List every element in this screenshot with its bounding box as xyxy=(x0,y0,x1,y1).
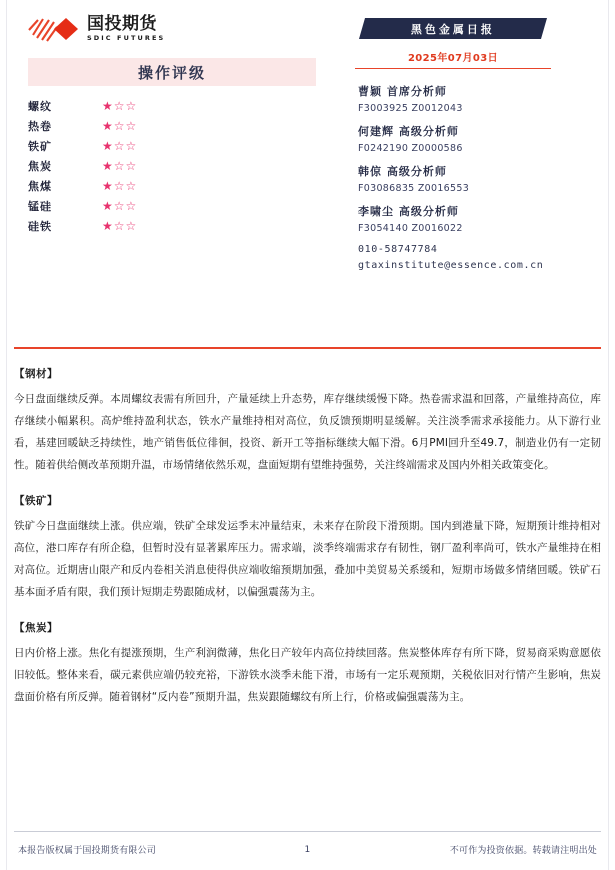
rating-row xyxy=(28,196,340,215)
section-body-text: 今日盘面继续反弹。本周螺纹表需有所回升，产量延续上升态势，库存继续缓慢下降。热卷需求温和回落，产量维持高位，库存继续小幅累积。高炉维持盈利状态，铁水产量维持相对高位，负反馈预期明显缓解。关注淡季需求承接能力。从下游行业看，基建回暖缺乏持续性，地产销售低位徘徊，投资、新开工等指标继续大幅下滑。6月PMI回升至49.7，制造业仍有一定韧性。随着供给侧改革预期升温，市场情绪依然乐观，盘面短期有望维持强势，关注终端需求及国内外相关政策变化。 xyxy=(14,393,601,471)
rating-row xyxy=(28,136,340,155)
report-header xyxy=(0,0,615,330)
footer-disclaimer: 不可作为投资依据。转载请注明出处 xyxy=(449,846,597,856)
rating-stars: ★☆☆ xyxy=(102,218,138,233)
rating-stars: ★☆☆ xyxy=(102,138,138,153)
analyst-entry xyxy=(358,163,615,194)
rating-row xyxy=(28,116,340,135)
analyst-license-codes: F0242190 Z0000586 xyxy=(358,143,463,154)
analyst-name-title: 曹颖 首席分析师 xyxy=(358,85,447,98)
brand-logo xyxy=(0,0,340,42)
rating-list xyxy=(0,96,340,235)
sdic-logo-icon xyxy=(28,16,80,42)
header-divider xyxy=(14,347,601,349)
brand-name-en: SDIC FUTURES xyxy=(87,34,166,43)
rating-commodity-name: 螺纹 xyxy=(28,99,52,113)
rating-commodity-name: 硅铁 xyxy=(28,219,52,233)
rating-row xyxy=(28,216,340,235)
section-title: 【焦炭】 xyxy=(14,622,58,634)
analyst-license-codes: F03086835 Z0016553 xyxy=(358,183,470,194)
section-body-text: 日内价格上涨。焦化有提涨预期，生产利润微薄，焦化日产较年内高位持续回落。焦炭整体库存有所下降，贸易商采购意愿依旧较低。整体来看，碳元素供应端仍较充裕，下游铁水淡季未能下滑，市场有一定乐观预期，关税依旧对行情产生影响，焦炭盘面价格有所反弹。随着钢材“反内卷”预期升温，焦炭跟随螺纹有所上行，价格或偏强震荡为主。 xyxy=(14,647,601,703)
report-section xyxy=(14,366,601,476)
section-title: 【铁矿】 xyxy=(14,495,58,507)
rating-row xyxy=(28,176,340,195)
section-title: 【钢材】 xyxy=(14,368,58,380)
analyst-license-codes: F3054140 Z0016022 xyxy=(358,223,463,234)
rating-banner-title: 操作评级 xyxy=(137,63,206,82)
footer-page-number: 1 xyxy=(304,844,311,855)
analyst-entry xyxy=(358,83,615,114)
rating-commodity-name: 焦炭 xyxy=(28,159,52,173)
contact-email: gtaxinstitute@essence.com.cn xyxy=(358,260,544,271)
rating-stars: ★☆☆ xyxy=(102,158,138,173)
footer-divider xyxy=(14,831,601,832)
report-date-container xyxy=(355,46,551,69)
analyst-entry xyxy=(358,123,615,154)
report-date: 2025年07月03日 xyxy=(407,53,499,64)
rating-banner xyxy=(28,58,316,86)
rating-stars: ★☆☆ xyxy=(102,178,138,193)
analyst-entry xyxy=(358,203,615,234)
report-title-ribbon xyxy=(359,18,547,39)
report-section xyxy=(14,493,601,603)
brand-name-cn: 国投期货 xyxy=(87,14,157,35)
report-section xyxy=(14,620,601,708)
analyst-name-title: 韩倞 高级分析师 xyxy=(358,165,447,178)
analyst-name-title: 何建辉 高级分析师 xyxy=(358,125,459,138)
rating-row xyxy=(28,96,340,115)
report-body xyxy=(14,366,601,725)
page-footer xyxy=(18,843,597,856)
rating-commodity-name: 热卷 xyxy=(28,119,52,133)
analyst-list xyxy=(350,83,615,234)
rating-commodity-name: 锰硅 xyxy=(28,199,52,213)
rating-stars: ★☆☆ xyxy=(102,98,138,113)
section-body-text: 铁矿今日盘面继续上涨。供应端，铁矿全球发运季末冲量结束，未来存在阶段下滑预期。国内到港量下降，短期预计维持相对高位，港口库存有所企稳，但暂时没有显著累库压力。需求端，淡季终端需求存有韧性，钢厂盈利率尚可，铁水产量维持在相对高位。近期唐山限产和反内卷相关消息使得供应端收缩预期加强，叠加中美贸易关系缓和，短期市场做多情绪回暖。铁矿石基本面矛盾有限，我们预计短期走势跟随成材，以偏强震荡为主。 xyxy=(14,520,601,598)
rating-commodity-name: 焦煤 xyxy=(28,179,52,193)
rating-stars: ★☆☆ xyxy=(102,198,138,213)
brand-wordmark xyxy=(87,16,165,42)
contact-block xyxy=(350,244,615,271)
header-left-column xyxy=(0,0,340,236)
analyst-name-title: 李啸尘 高级分析师 xyxy=(358,205,459,218)
rating-commodity-name: 铁矿 xyxy=(28,139,52,153)
header-right-column xyxy=(350,0,615,276)
report-title: 黑色金属日报 xyxy=(411,22,495,36)
footer-copyright: 本报告版权属于国投期货有限公司 xyxy=(18,846,157,856)
rating-stars: ★☆☆ xyxy=(102,118,138,133)
contact-phone: 010-58747784 xyxy=(358,244,438,255)
rating-row xyxy=(28,156,340,175)
analyst-license-codes: F3003925 Z0012043 xyxy=(358,103,463,114)
